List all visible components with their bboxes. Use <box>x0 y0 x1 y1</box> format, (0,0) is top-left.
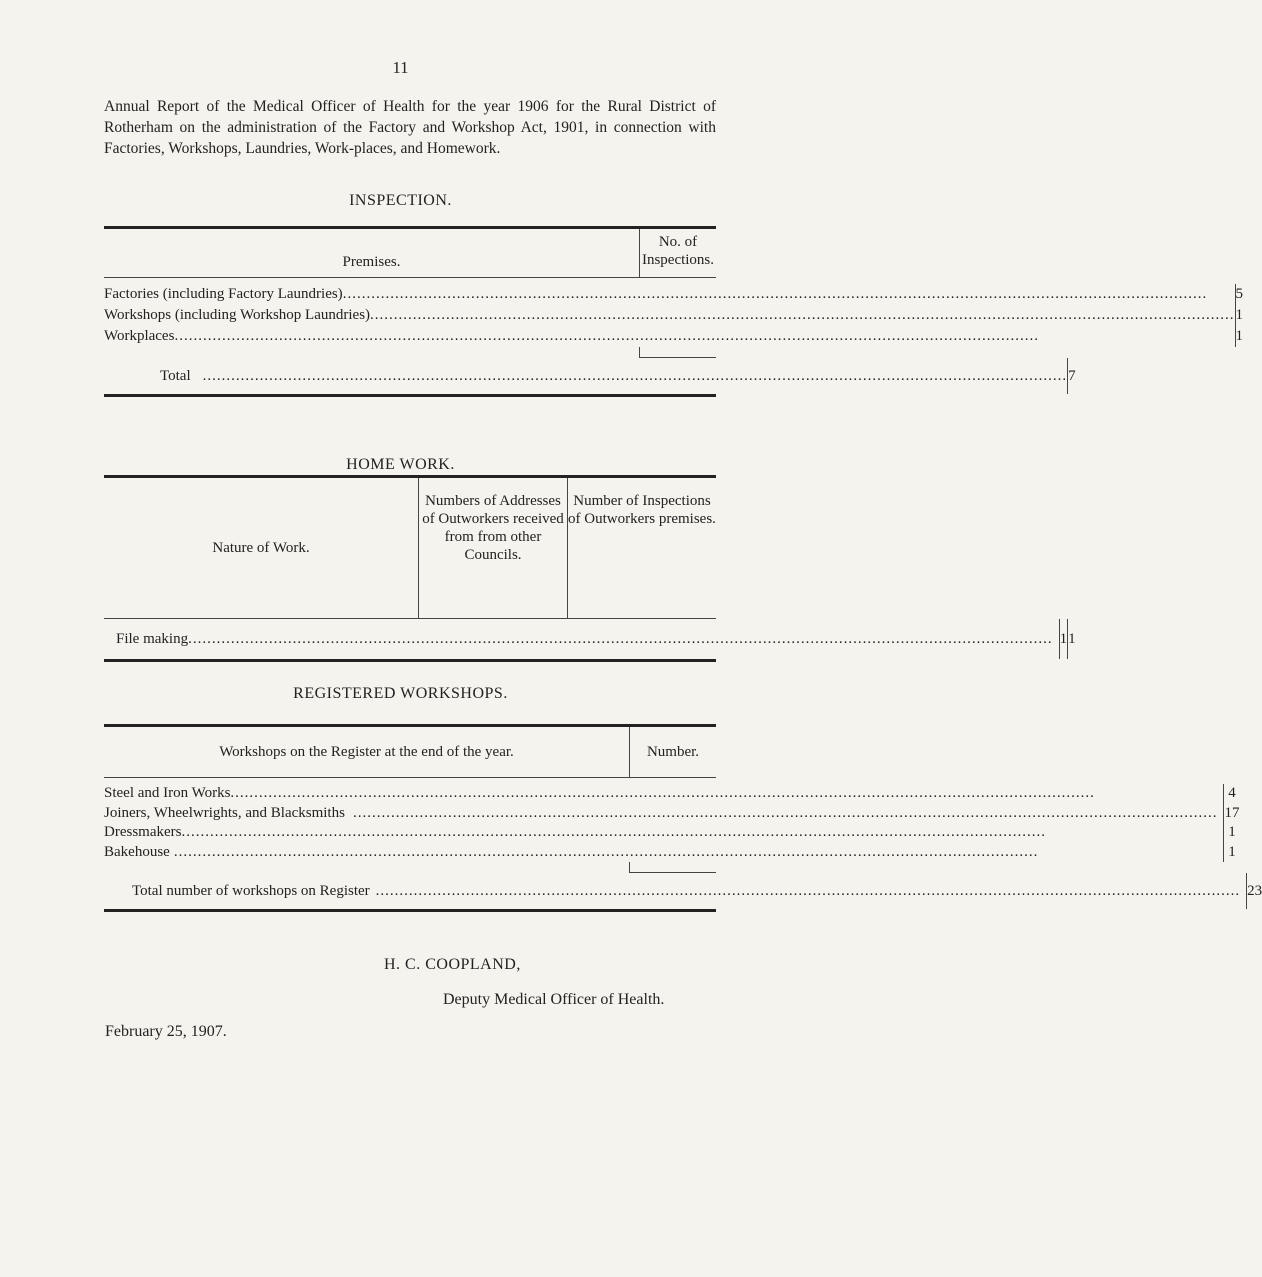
workshops-total-row: Total number of workshops on Register ..... <box>104 883 1246 900</box>
inspection-row: Factories (including Factory Laundries) ..... <box>104 284 1235 305</box>
signatory-title: Deputy Medical Officer of Health. <box>443 991 665 1008</box>
workshop-value: 1 <box>1228 824 1236 840</box>
addresses-header: Numbers of Addresses of Outworkers received from from other Councils. <box>418 478 567 618</box>
inspection-row: Workplaces ..... <box>104 326 1235 347</box>
inspection-value: 1 <box>1235 307 1244 323</box>
inspection-heading: INSPECTION. <box>349 192 452 209</box>
workshop-row: Joiners, Wheelwrights, and Blacksmiths ..... <box>104 804 1217 824</box>
workshops-header: Workshops on the Register at the end of the year. <box>219 743 514 760</box>
home-work-heading: HOME WORK. <box>346 456 455 473</box>
page-number: 11 <box>392 58 409 77</box>
workshop-value: 17 <box>1224 804 1240 821</box>
workshop-value: 4 <box>1228 785 1236 801</box>
inspection-total-row: Total ..... <box>104 368 1067 385</box>
inspection-table <box>104 226 1244 397</box>
intro-paragraph: Annual Report of the Medical Officer of Health for the year 1906 for the Rural District of Rotherham on the administration of the Factory and Workshop Act, 1901, in connection with Factories, Workshops, Laundries, Work-places, and Homework. <box>104 98 716 157</box>
workshops-table <box>104 724 1262 912</box>
workshop-value: 1 <box>1228 843 1236 860</box>
workshop-row: Dressmakers ..... <box>104 823 1217 843</box>
inspection-total-value: 7 <box>1067 358 1076 394</box>
home-work-row: File making ..... <box>104 631 1059 648</box>
outworker-inspections-header: Number of Inspections of Outworkers premises. <box>567 478 716 618</box>
inspection-row: Workshops (including Workshop Laundries) ..... <box>104 305 1235 326</box>
workshops-number-header: Number. <box>629 727 716 777</box>
workshop-row: Bakehouse ..... <box>104 843 1217 863</box>
addresses-value: 1 <box>1059 619 1068 659</box>
outworker-inspections-value: 1 <box>1067 619 1076 659</box>
report-date: February 25, 1907. <box>105 1023 227 1040</box>
inspection-value: 5 <box>1235 286 1244 302</box>
inspection-value: 1 <box>1235 328 1244 344</box>
workshops-heading: REGISTERED WORKSHOPS. <box>293 685 508 702</box>
home-work-table <box>104 475 1076 662</box>
signatory-name: H. C. COOPLAND, <box>384 956 521 973</box>
workshop-row: Steel and Iron Works ..... <box>104 784 1217 804</box>
inspections-header: No. of Inspections. <box>639 229 716 277</box>
workshops-total-value: 23 <box>1246 873 1262 909</box>
nature-header: Nature of Work. <box>212 539 310 556</box>
premises-header: Premises. <box>342 254 401 270</box>
